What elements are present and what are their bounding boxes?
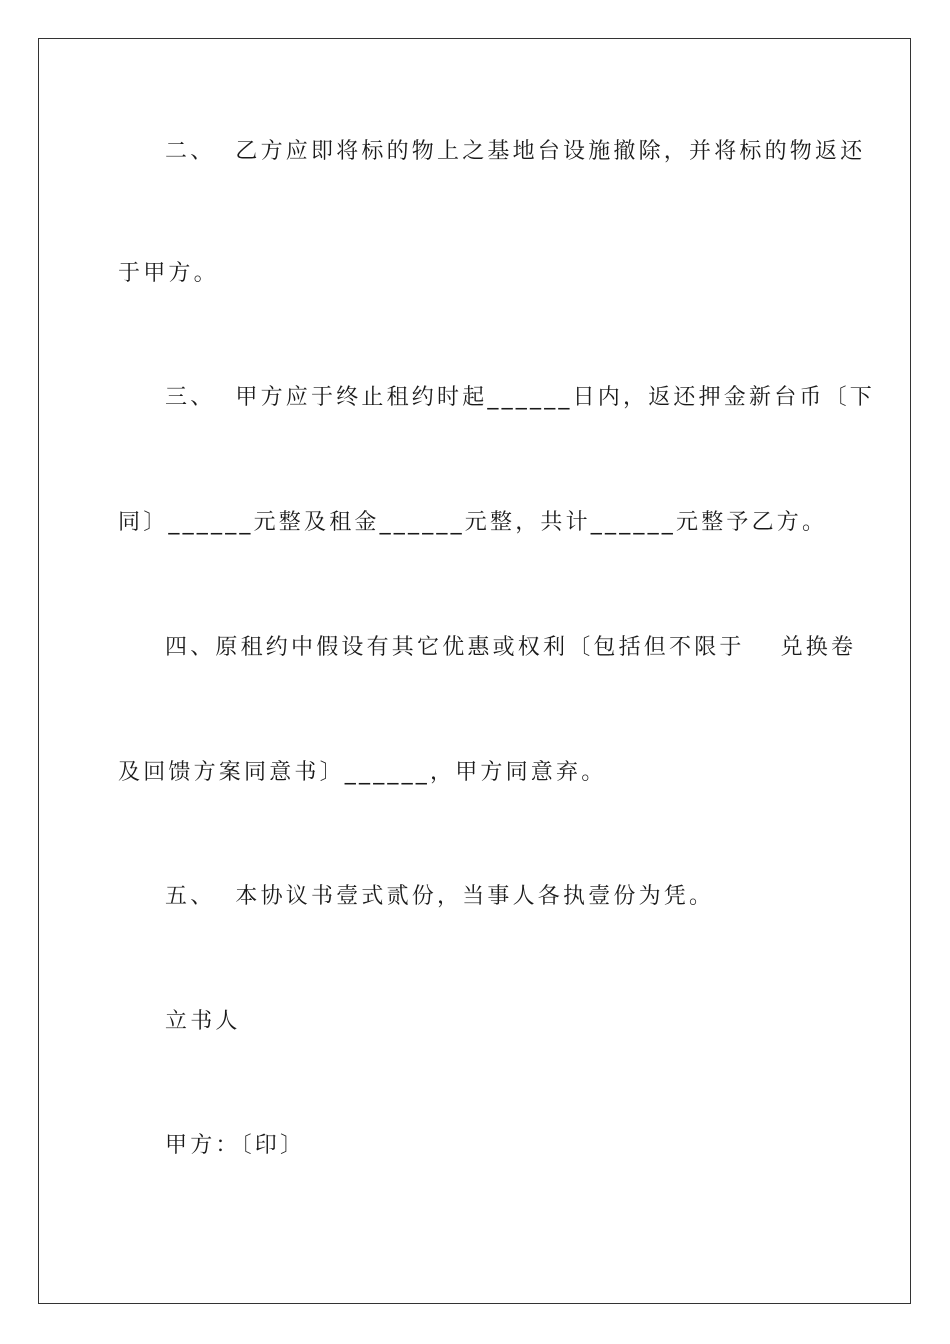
clause-text: 甲方应于终止租约时起______日内，返还押金新台币〔下 <box>235 385 876 410</box>
clause-text: 同〕______元整及租金______元整，共计______元整予乙方。 <box>118 510 828 535</box>
clause-2-line-1 <box>165 137 865 167</box>
clause-5-line-1 <box>165 882 714 912</box>
seal-mark: 〔印〕 <box>240 1133 306 1158</box>
page-border <box>38 38 911 1304</box>
clause-text: 本协议书壹式贰份，当事人各执壹份为凭。 <box>235 884 715 909</box>
clause-text: 于甲方。 <box>118 261 219 286</box>
clause-number: 三、 <box>165 385 216 410</box>
clause-4-line-2 <box>118 758 606 788</box>
party-a-line <box>165 1131 305 1161</box>
clause-2-line-2 <box>118 259 219 289</box>
clause-number: 二、 <box>165 139 216 164</box>
clause-text-tail: 兑换卷 <box>780 635 857 660</box>
clause-3-line-1 <box>165 383 875 413</box>
clause-4-line-1 <box>165 633 856 663</box>
clause-text: 乙方应即将标的物上之基地台设施撤除，并将标的物返还 <box>235 139 866 164</box>
clause-text: 四、原租约中假设有其它优惠或权利〔包括但不限于 <box>165 635 745 660</box>
clause-3-line-2 <box>118 508 827 538</box>
party-a-label: 甲方： <box>165 1133 241 1158</box>
clause-text: 及回馈方案同意书〕______，甲方同意弃。 <box>118 760 607 785</box>
signatory-label: 立书人 <box>165 1009 241 1034</box>
clause-number: 五、 <box>165 884 216 909</box>
